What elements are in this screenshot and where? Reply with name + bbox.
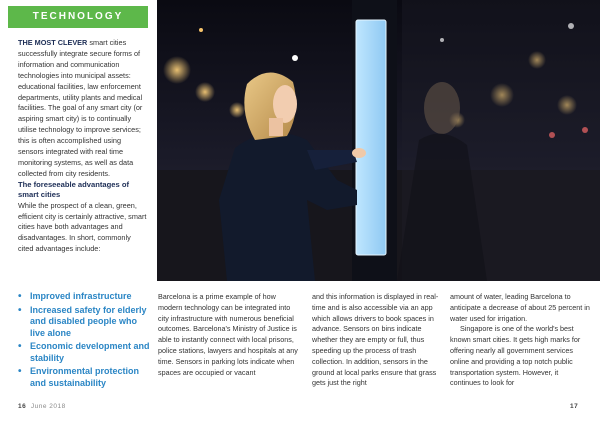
- section-tag: TECHNOLOGY: [8, 6, 148, 28]
- body-column-3: [450, 292, 590, 389]
- issue-date: June 2018: [30, 403, 66, 410]
- list-item: [18, 291, 154, 303]
- list-item-label: Environmental protection and sustainability: [30, 366, 140, 388]
- intro-lead: THE MOST CLEVER: [18, 38, 88, 47]
- page-number-right: 17: [570, 403, 579, 410]
- bullet-icon: •: [18, 341, 22, 352]
- list-item-label: Improved infrastructure: [30, 291, 132, 301]
- body-column-2: [312, 292, 446, 389]
- list-item-label: Increased safety for elderly and disabled people who live alone: [30, 304, 147, 338]
- body-paragraph: Singapore is one of the world's best known smart cities. It gets high marks for offering nearly all government services online and providing a top notch public transportation system. However, it continues to look for: [450, 324, 581, 388]
- list-item: [18, 366, 154, 389]
- advantages-paragraph: While the prospect of a clean, green, efficient city is certainly attractive, smart cities have both advantages and disadvantages. In short, commonly cited advantages include:: [18, 200, 147, 254]
- advantages-heading: The foreseeable advantages of smart cities: [18, 179, 129, 200]
- body-paragraph: amount of water, leading Barcelona to anticipate a decrease of about 25 percent in water used for irrigation.: [450, 292, 590, 323]
- body-column-1: [158, 292, 298, 378]
- bullet-icon: •: [18, 366, 22, 377]
- footer-right: [570, 403, 578, 410]
- intro-column: [18, 38, 148, 255]
- hero-photo: [157, 0, 600, 281]
- body-paragraph: Barcelona is a prime example of how modern technology can be integrated into city infrastructure with numerous beneficial outcomes. Barcelona's Ministry of Justice is able to instantly connect with local prisons, police stations, lawyers and hospitals at any time. Sensors in parking lots indicate when spaces are occupied or vacant: [158, 292, 298, 377]
- footer-left: [18, 403, 66, 410]
- woman-touchscreen-illustration: [157, 0, 600, 281]
- advantages-list: [18, 291, 154, 391]
- page-number-left: 16: [18, 403, 27, 410]
- intro-paragraph: [18, 38, 148, 180]
- list-item: [18, 305, 154, 340]
- bullet-icon: •: [18, 304, 22, 316]
- bullet-icon: •: [18, 291, 22, 302]
- body-paragraph: and this information is displayed in real-time and is also accessible via an app which allows drivers to book spaces in advance. Sensors on bins indicate whether they are empty or full, thus speeding up the process of trash collection. In addition, sensors in the ground at local parks ensure that grass gets just the right: [312, 292, 439, 388]
- intro-text: smart cities successfully integrate secure forms of information and communication technologies into municipal assets: educational facilities, law enforcement departments, utility plants and medical facilities. The goal of any smart city (or aspiring smart city) is to continually utilise technology to improve services; this is often accomplished using sensors integrated with real time monitoring systems, as well as data collected from city residents.: [18, 38, 143, 178]
- list-item: [18, 341, 154, 364]
- list-item-label: Economic development and stability: [30, 341, 150, 363]
